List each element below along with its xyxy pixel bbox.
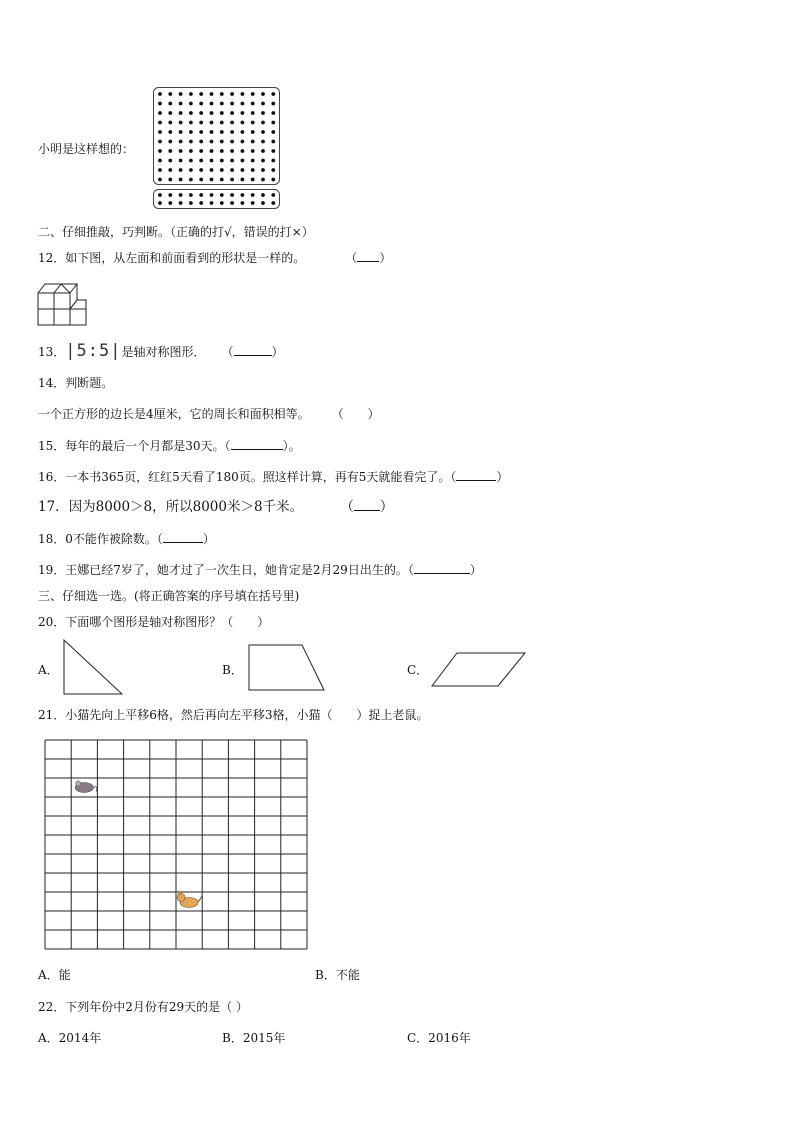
dot: [179, 159, 183, 163]
dot: [271, 168, 275, 172]
q19-paren-close: ）: [469, 563, 482, 577]
dot: [210, 140, 214, 144]
dot: [261, 121, 265, 125]
dot: [199, 159, 203, 163]
dot: [179, 178, 183, 182]
q15-paren-close: ）。: [282, 439, 301, 453]
dot: [271, 159, 275, 163]
dot: [230, 201, 234, 205]
dot: [220, 149, 224, 153]
dot: [241, 159, 245, 163]
dot-array-figure: [152, 86, 282, 210]
dot: [241, 121, 245, 125]
q15-number: 15．: [38, 439, 66, 453]
dot: [179, 201, 183, 205]
dot: [230, 149, 234, 153]
dot: [261, 130, 265, 134]
dot: [251, 102, 255, 106]
dot: [220, 159, 224, 163]
dot: [168, 201, 172, 205]
q12-paren-open: （: [351, 251, 358, 265]
dot: [189, 102, 193, 106]
q13: [38, 343, 284, 360]
dot: [241, 130, 245, 134]
dot: [189, 92, 193, 96]
dot: [251, 159, 255, 163]
dot: [179, 130, 183, 134]
dot: [251, 149, 255, 153]
dot: [158, 92, 162, 96]
dot: [251, 193, 255, 197]
dot: [230, 140, 234, 144]
dot: [261, 149, 265, 153]
q15: [38, 438, 301, 454]
dot: [241, 149, 245, 153]
q18: [38, 531, 215, 547]
dot: [189, 130, 193, 134]
q13-digital-display: |5:5|: [65, 341, 122, 361]
q22-option-a[interactable]: A．2014年: [38, 1031, 102, 1045]
q18-number: 18．: [38, 532, 66, 546]
q16: [38, 469, 508, 485]
dot: [158, 193, 162, 197]
section2-title: 二、仔细推敲，巧判断。（正确的打√，错误的打×）: [38, 225, 314, 239]
dot: [241, 168, 245, 172]
q13-text: 是轴对称图形．: [121, 345, 206, 359]
dot: [168, 159, 172, 163]
cat-icon: [177, 891, 202, 908]
q19-number: 19．: [38, 563, 66, 577]
q17-text: 因为8000＞8，所以8000米＞8千米。: [68, 499, 304, 515]
dot: [251, 92, 255, 96]
dot: [158, 140, 162, 144]
dot: [179, 92, 183, 96]
dot: [271, 178, 275, 182]
q12-paren-close: ）: [379, 251, 392, 265]
q12-text: 如下图，从左面和前面看到的形状是一样的。: [65, 251, 306, 265]
dot: [251, 168, 255, 172]
q22: [38, 999, 248, 1015]
dot: [271, 149, 275, 153]
dots-large: [158, 92, 275, 181]
q16-text: 一本书365页，红红5天看了180页。照这样计算，再有5天就能看完了。（: [65, 470, 457, 484]
dot: [210, 111, 214, 115]
dot: [271, 121, 275, 125]
q13-paren-close: ）: [271, 345, 284, 359]
dot: [179, 121, 183, 125]
dot: [179, 168, 183, 172]
dot: [199, 149, 203, 153]
dot: [179, 102, 183, 106]
q21-grid: [44, 739, 310, 950]
q13-answer-blank[interactable]: [234, 344, 272, 356]
q18-text: 0不能作被除数。（: [65, 532, 163, 546]
dot: [199, 111, 203, 115]
q19-text: 王娜已经7岁了，她才过了一次生日，她肯定是2月29日出生的。（: [65, 563, 414, 577]
dot: [168, 140, 172, 144]
dot: [230, 130, 234, 134]
dot: [230, 168, 234, 172]
dot: [210, 168, 214, 172]
dot: [199, 102, 203, 106]
dot: [158, 168, 162, 172]
dot: [210, 193, 214, 197]
q11-label: 小明是这样想的：: [38, 142, 135, 156]
dot: [220, 201, 224, 205]
q21-number: 21．: [38, 708, 66, 722]
q21-text: 小猫先向上平移6格，然后再向左平移3格，小猫（ ）捉上老鼠。: [65, 708, 429, 722]
dot: [241, 178, 245, 182]
q19: [38, 562, 482, 578]
q17: [38, 499, 393, 515]
dot: [189, 121, 193, 125]
q14-statement: 一个正方形的边长是4厘米，它的周长和面积相等。: [38, 407, 310, 421]
dot: [179, 149, 183, 153]
dot: [241, 102, 245, 106]
q20-number: 20．: [38, 615, 66, 629]
dot: [261, 178, 265, 182]
q22-number: 22．: [38, 1000, 66, 1014]
dot: [168, 130, 172, 134]
q20: [38, 614, 269, 630]
q16-paren-close: ）: [496, 470, 509, 484]
q22-option-c[interactable]: C．2016年: [407, 1031, 471, 1045]
dot: [199, 92, 203, 96]
dot: [189, 149, 193, 153]
dot: [241, 92, 245, 96]
q17-answer-blank[interactable]: [354, 499, 380, 511]
dot: [189, 168, 193, 172]
q18-answer-blank[interactable]: [163, 531, 203, 543]
q20-trapezoid: [247, 643, 327, 693]
dot: [251, 140, 255, 144]
dot: [168, 149, 172, 153]
dot: [251, 201, 255, 205]
q17-number: 17．: [38, 499, 69, 515]
q12-number: 12．: [38, 251, 66, 265]
q20-option-a-label[interactable]: A．: [38, 663, 59, 677]
dot: [199, 178, 203, 182]
dot: [210, 159, 214, 163]
q17-paren-open: （: [347, 499, 354, 515]
q13-number: 13．: [38, 345, 66, 359]
q19-answer-blank[interactable]: [414, 562, 470, 574]
dot: [261, 168, 265, 172]
dot: [158, 201, 162, 205]
dot: [189, 140, 193, 144]
dot: [158, 111, 162, 115]
dot: [158, 159, 162, 163]
dot: [158, 130, 162, 134]
dot: [210, 121, 214, 125]
dot: [261, 102, 265, 106]
dot: [220, 111, 224, 115]
dot: [241, 193, 245, 197]
q22-text: 下列年份中2月份有29天的是（ ）: [65, 1000, 249, 1014]
dot: [261, 201, 265, 205]
dot: [199, 121, 203, 125]
dot: [210, 102, 214, 106]
dot: [220, 140, 224, 144]
dot: [230, 121, 234, 125]
dot: [241, 140, 245, 144]
dot: [251, 111, 255, 115]
q14: [38, 375, 113, 391]
dot: [230, 111, 234, 115]
dot: [230, 102, 234, 106]
dot: [261, 193, 265, 197]
dot: [230, 92, 234, 96]
dot: [251, 121, 255, 125]
dot: [271, 111, 275, 115]
grid-lines: [45, 740, 307, 949]
dot: [179, 140, 183, 144]
dot: [158, 149, 162, 153]
dot: [271, 92, 275, 96]
dot: [210, 92, 214, 96]
dot: [168, 102, 172, 106]
dot: [251, 130, 255, 134]
dots-small: [158, 193, 275, 205]
dot: [230, 178, 234, 182]
dot: [158, 121, 162, 125]
dot: [199, 201, 203, 205]
q22-option-b[interactable]: B．2015年: [222, 1031, 286, 1045]
dot: [220, 102, 224, 106]
dot: [210, 149, 214, 153]
dot: [220, 178, 224, 182]
dot: [271, 140, 275, 144]
mouse-icon: [75, 781, 97, 793]
dot: [271, 201, 275, 205]
dot: [210, 130, 214, 134]
dot: [271, 130, 275, 134]
dot: [261, 159, 265, 163]
dot: [261, 111, 265, 115]
q12: [38, 250, 391, 266]
dot: [168, 121, 172, 125]
q17-paren-close: ）: [379, 499, 394, 515]
dot: [220, 130, 224, 134]
section3-title: 三、仔细选一选。(将正确答案的序号填在括号里): [38, 589, 300, 603]
dot: [199, 130, 203, 134]
q20-option-c-label[interactable]: C．: [407, 663, 429, 677]
dot: [199, 168, 203, 172]
q14-answer-paren[interactable]: （ ）: [337, 407, 380, 421]
q20-parallelogram: [430, 651, 528, 688]
q21-option-b[interactable]: B．不能: [315, 968, 360, 982]
dot: [168, 168, 172, 172]
dot: [199, 193, 203, 197]
dot: [179, 193, 183, 197]
q13-paren-open: （: [227, 345, 234, 359]
q16-answer-blank[interactable]: [456, 469, 496, 481]
dot: [189, 201, 193, 205]
q15-text: 每年的最后一个月都是30天。（: [65, 439, 231, 453]
dot: [251, 178, 255, 182]
dot: [189, 159, 193, 163]
dot: [241, 201, 245, 205]
dot: [210, 178, 214, 182]
dot: [271, 193, 275, 197]
q12-answer-blank[interactable]: [357, 250, 379, 262]
q20-option-b-label[interactable]: B．: [222, 663, 243, 677]
dot-block-small: [154, 190, 280, 209]
q18-paren-close: ）: [202, 532, 215, 546]
dot: [168, 178, 172, 182]
dot: [210, 201, 214, 205]
q14-text: 判断题。: [65, 376, 114, 390]
dot: [261, 140, 265, 144]
q14-number: 14．: [38, 376, 66, 390]
dot: [158, 178, 162, 182]
dot: [168, 111, 172, 115]
q15-answer-blank[interactable]: [231, 438, 283, 450]
dot: [271, 102, 275, 106]
dot-block-large: [154, 88, 280, 185]
dot: [179, 111, 183, 115]
q21-option-a[interactable]: A．能: [38, 968, 71, 982]
q16-number: 16．: [38, 470, 66, 484]
dot: [199, 140, 203, 144]
dot: [220, 168, 224, 172]
dot: [220, 121, 224, 125]
q20-right-triangle: [62, 638, 124, 696]
dot: [230, 159, 234, 163]
dot: [261, 92, 265, 96]
dot: [230, 193, 234, 197]
q21: [38, 707, 429, 723]
dot: [168, 193, 172, 197]
dot: [189, 193, 193, 197]
cube-stack-figure: [37, 281, 89, 329]
dot: [158, 102, 162, 106]
q20-text: 下面哪个图形是轴对称图形？（ ）: [65, 615, 270, 629]
q14-statement-line: [38, 406, 380, 422]
dot: [220, 92, 224, 96]
dot: [189, 178, 193, 182]
dot: [168, 92, 172, 96]
dot: [241, 111, 245, 115]
dot: [189, 111, 193, 115]
dot: [220, 193, 224, 197]
